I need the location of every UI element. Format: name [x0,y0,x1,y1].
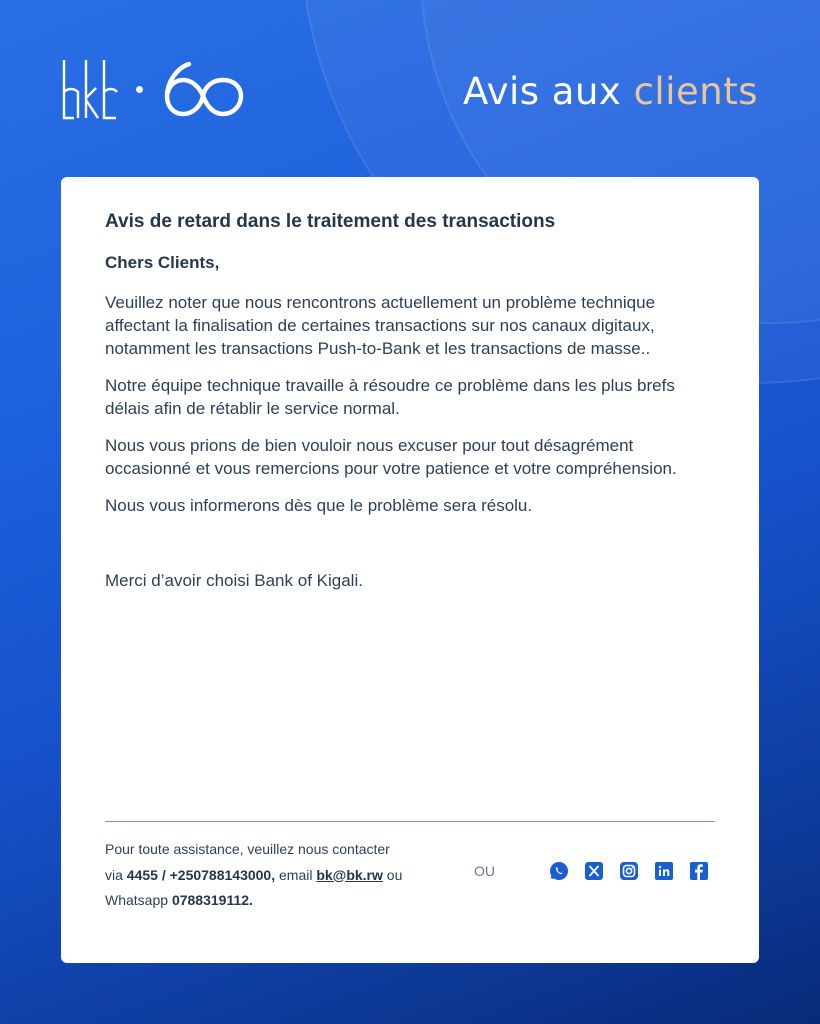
linkedin-icon[interactable] [654,861,674,881]
brand-logos [60,58,247,120]
whatsapp-number: 0788319112. [171,892,253,908]
facebook-icon[interactable] [689,861,709,881]
contact-info [105,837,450,914]
paragraph-4: Nous vous informerons dès que le problème sera résolu. [105,496,533,515]
whatsapp-icon[interactable] [549,861,569,881]
paragraph-2: Notre équipe technique travaille à résoudre ce problème dans les plus brefs délais afin de rétablir le service normal. [105,376,675,418]
email-link[interactable]: bk@bk.rw [316,866,383,883]
notice-card [61,177,759,963]
footer-divider [105,821,715,822]
contact-email-prefix: email [275,866,317,883]
social-links [549,861,709,881]
title-accent: clients [633,70,758,113]
ou-separator: OU [474,863,495,879]
paragraph-3: Nous vous prions de bien vouloir nous excuser pour tout désagrément occasionné et vous remercions pour votre patience et votre compréhension. [105,436,677,478]
paragraph-1: Veuillez noter que nous rencontrons actuellement un problème technique affectant la finalisation de certaines transactions sur nos canaux digitaux, notamment les transactions Push-to-Bank et les transactions de masse.. [105,293,656,358]
notice-title: Avis de retard dans le traitement des transactions [105,211,556,232]
brand-separator-dot [136,86,143,93]
contact-ou-inline: ou [382,866,403,883]
greeting: Chers Clients, [105,253,220,272]
instagram-icon[interactable] [619,861,639,881]
thanks-line: Merci d’avoir choisi Bank of Kigali. [105,571,363,590]
x-icon[interactable] [584,861,604,881]
bk-logo-icon [60,58,120,120]
sixty-anniversary-icon [159,58,247,120]
contact-line1: Pour toute assistance, veuillez nous contacter [105,841,390,857]
title-main: Avis aux [462,70,634,113]
contact-via: via [105,866,127,883]
page-title [463,70,758,113]
notice-content [105,211,715,609]
whatsapp-label: Whatsapp [105,892,172,908]
contact-phones: 4455 / +250788143000, [126,866,276,883]
